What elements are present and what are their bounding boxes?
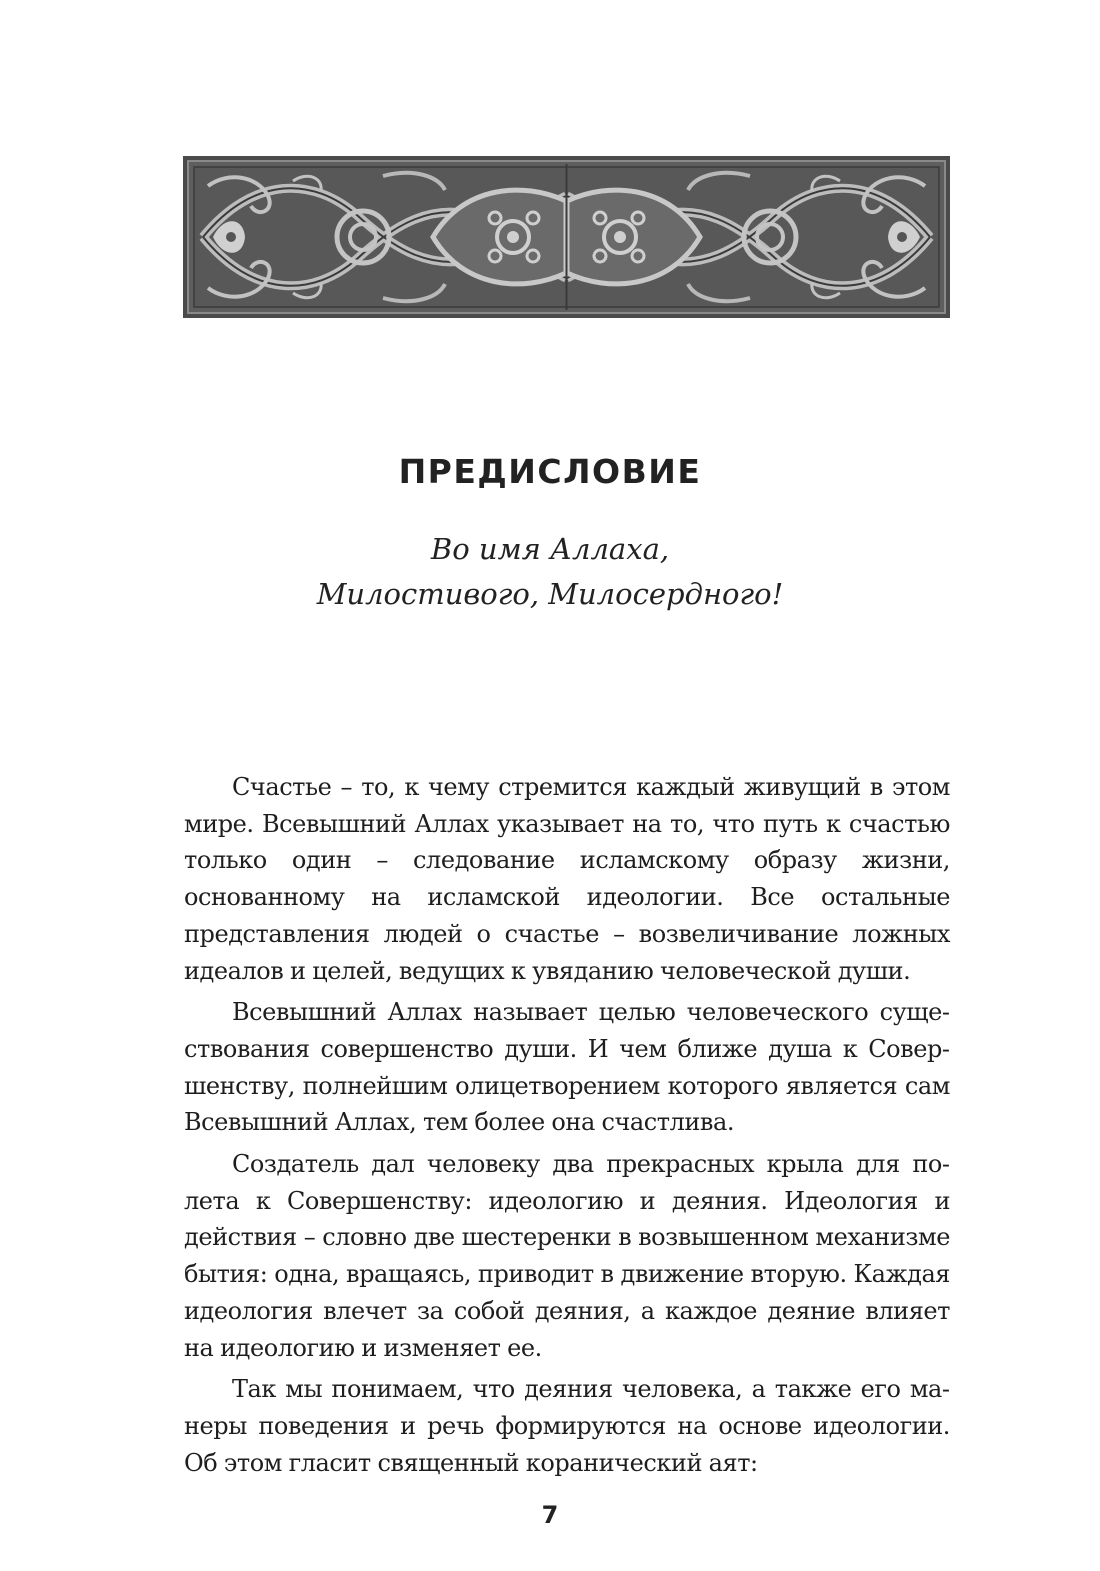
section-title: ПРЕДИСЛОВИЕ [398,452,702,491]
paragraph: Создатель дал человеку два прекрасных крыла для полета к Совершенству: идеологию и деяния. Идеология и действия – словно две шестеренки в возвышенном механизме бытия: одна, вращаясь, приводит в движение вторую. Каждая идеология влечет за собой деяния, а каждое деяние влияет на идеологию и изменяет ее. [184,1150,950,1362]
preface-body [184,769,950,1481]
epigraph-line-1: Во имя Аллаха, [430,532,670,566]
epigraph-line-2: Милостивого, Милосердного! [316,577,784,611]
paragraph: Всевышний Аллах называет целью человеческого существования совершенство души. И чем ближе душа к Совершенству, полнейшим олицетворением которого является сам Всевышний Аллах, тем более она счастлива. [184,998,950,1137]
paragraph: Счастье – то, к чему стремится каждый живущий в этом мире. Всевышний Аллах указывает на то, что путь к счастью только один – следование исламскому образу жизни, основанному на исламской идеологии. Все остальные представления людей о счастье – возвеличивание ложных идеалов и целей, ведущих к увяданию человеческой души. [184,773,950,985]
page-number: 7 [541,1501,559,1529]
decorative-ornament-banner [183,156,950,318]
arabesque-ornament-icon [183,156,950,318]
epigraph-basmala [0,527,1100,617]
paragraph: Так мы понимаем, что деяния человека, а также его манеры поведения и речь формируются на основе идеологии. Об этом гласит священный коранический аят: [184,1375,950,1477]
